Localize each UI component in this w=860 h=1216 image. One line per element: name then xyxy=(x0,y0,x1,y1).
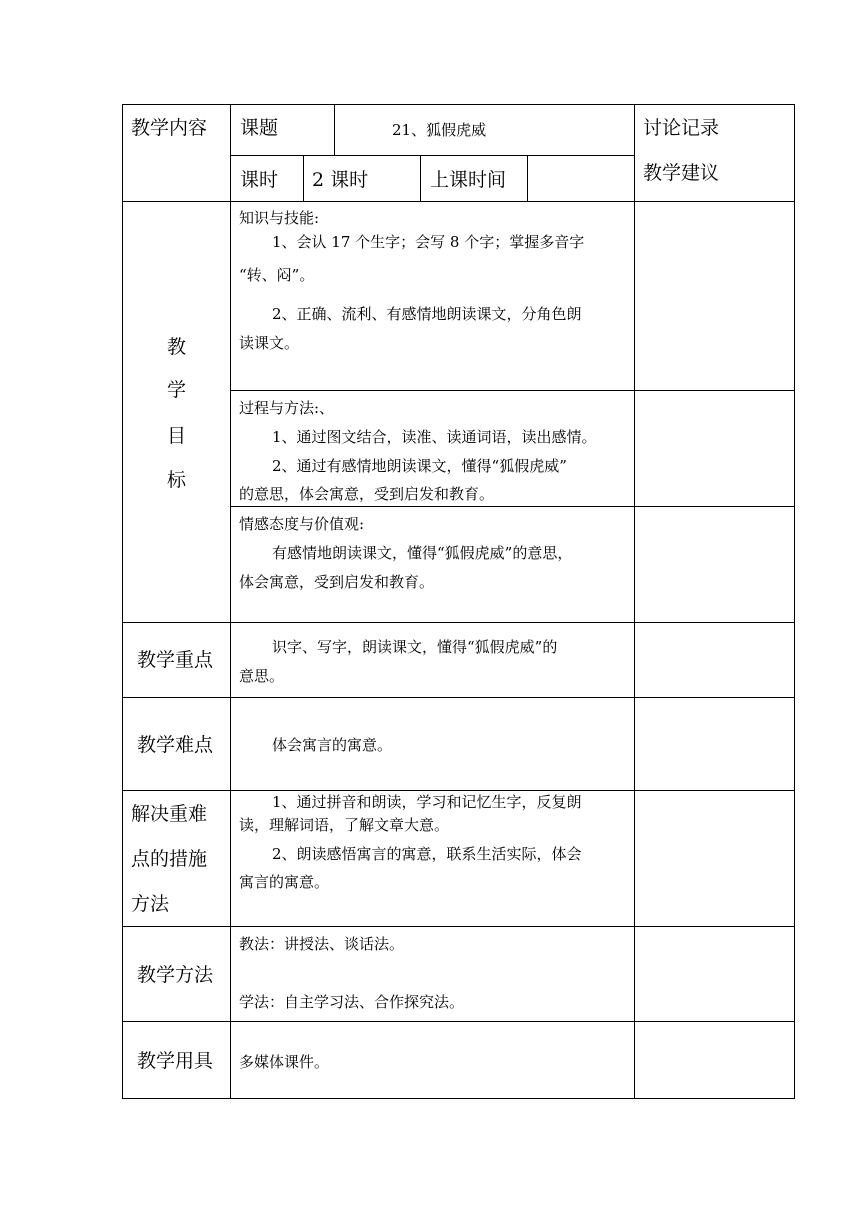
hours-value: 2 课时 xyxy=(312,169,369,191)
measures-label-line: 点的措施 xyxy=(131,848,208,870)
row-divider xyxy=(122,697,794,698)
measures-item: 寓言的寓意。 xyxy=(239,873,330,891)
row-divider xyxy=(122,1021,794,1022)
learning-method: 学法：自主学习法、合作探究法。 xyxy=(239,993,465,1011)
header-cell-divider xyxy=(420,155,421,201)
emotion-heading: 情感态度与价值观: xyxy=(239,515,365,533)
column-divider xyxy=(230,104,231,1099)
discussion-label: 讨论记录 xyxy=(643,117,720,139)
content-label: 教学内容 xyxy=(131,117,208,139)
measures-item: 读，理解词语，了解文章大意。 xyxy=(239,816,450,834)
header-cell-divider xyxy=(303,155,304,201)
tools-label: 教学用具 xyxy=(137,1050,214,1072)
header-cell-divider xyxy=(334,104,335,155)
objectives-label-char: 目 xyxy=(167,425,187,447)
emotion-text: 有感情地朗读课文，懂得“狐假虎威”的意思， xyxy=(272,544,573,562)
objectives-label-char: 标 xyxy=(167,469,187,491)
table-border-right xyxy=(794,104,795,1099)
row-divider xyxy=(122,926,794,927)
table-border-bottom xyxy=(122,1098,794,1099)
objectives-label-char: 学 xyxy=(167,379,187,401)
column-divider xyxy=(634,104,635,1099)
knowledge-item: 读课文。 xyxy=(239,334,300,352)
process-item: 1、通过图文结合，读准、读通词语，读出感情。 xyxy=(272,428,597,446)
objectives-label-char: 教 xyxy=(167,336,187,358)
knowledge-item: 2、正确、流利、有感情地朗读课文，分角色朗 xyxy=(272,305,582,323)
key-points-label: 教学重点 xyxy=(137,649,214,671)
key-points-text: 意思。 xyxy=(239,667,285,685)
row-divider xyxy=(122,790,794,791)
process-heading: 过程与方法:、 xyxy=(239,399,335,417)
row-divider xyxy=(122,201,794,202)
row-divider xyxy=(230,506,794,507)
measures-item: 1、通过拼音和朗读，学习和记忆生字，反复朗 xyxy=(272,793,582,811)
lesson-title: 21、狐假虎威 xyxy=(392,121,487,139)
header-cell-divider xyxy=(527,155,528,201)
hours-label: 课时 xyxy=(240,169,279,191)
methods-label: 教学方法 xyxy=(137,964,214,986)
teaching-method: 教法：讲授法、谈话法。 xyxy=(239,935,405,953)
tools-text: 多媒体课件。 xyxy=(239,1053,330,1071)
table-border-left xyxy=(122,104,123,1099)
difficulties-label: 教学难点 xyxy=(137,734,214,756)
header-divider xyxy=(230,155,634,156)
process-item: 的意思，体会寓意，受到启发和教育。 xyxy=(239,485,495,503)
suggestion-label: 教学建议 xyxy=(643,162,720,184)
class-time-label: 上课时间 xyxy=(430,169,507,191)
process-item: 2、通过有感情地朗读课文，懂得“狐假虎威” xyxy=(272,457,567,475)
row-divider xyxy=(122,622,794,623)
key-points-text: 识字、写字，朗读课文，懂得“狐假虎威”的 xyxy=(272,638,558,656)
measures-label-line: 解决重难 xyxy=(131,803,208,825)
difficulties-text: 体会寓言的寓意。 xyxy=(272,736,393,754)
row-divider xyxy=(230,390,794,391)
topic-label: 课题 xyxy=(240,117,279,139)
measures-item: 2、朗读感悟寓言的寓意，联系生活实际，体会 xyxy=(272,845,582,863)
knowledge-item: 1、会认 17 个生字；会写 8 个字；掌握多音字 xyxy=(272,233,585,251)
emotion-text: 体会寓意，受到启发和教育。 xyxy=(239,573,435,591)
table-border-top xyxy=(122,104,794,105)
measures-label-line: 方法 xyxy=(131,893,170,915)
knowledge-heading: 知识与技能: xyxy=(239,209,320,227)
knowledge-item: “转、闷”。 xyxy=(239,266,315,284)
